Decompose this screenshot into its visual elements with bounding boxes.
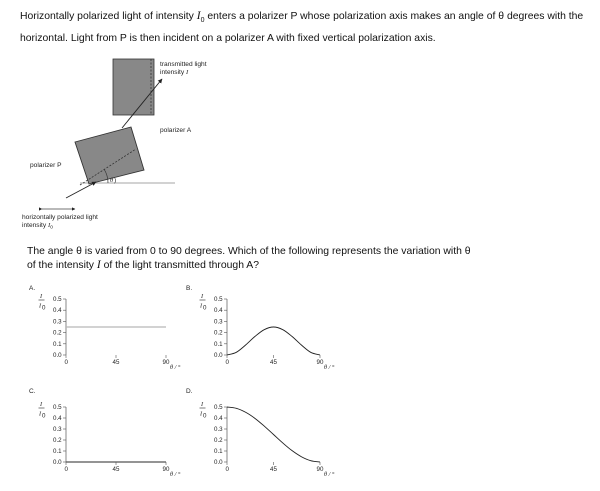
x-axis-label: θ / ° <box>170 364 181 371</box>
polarizer-a-label: polarizer A <box>160 127 192 134</box>
x-tick-label: 90 <box>162 359 170 366</box>
option-label: A. <box>29 285 36 292</box>
ylabel-denominator: I <box>200 302 203 310</box>
y-tick-label: 0.1 <box>214 448 223 455</box>
incident-subscript: 0 <box>50 225 53 231</box>
y-tick-label: 0.0 <box>53 352 62 359</box>
x-axis-label: θ / ° <box>324 471 335 478</box>
i0-subscript: 0 <box>200 17 205 25</box>
x-tick-label: 0 <box>64 466 68 473</box>
ylabel-denominator: I <box>39 410 42 418</box>
x-tick-label: 0 <box>225 466 229 473</box>
prompt-line2-start: of the intensity <box>27 259 97 271</box>
y-tick-label: 0.0 <box>53 459 62 466</box>
x-tick-label: 0 <box>225 359 229 366</box>
x-axis-label: θ / ° <box>324 364 335 371</box>
y-tick-label: 0.5 <box>214 296 223 303</box>
transmitted-label-line1: transmitted light <box>160 61 207 68</box>
x-tick-label: 45 <box>270 466 277 473</box>
question-part1: Horizontally polarized light of intensity <box>20 11 197 22</box>
x-tick-label: 45 <box>112 466 120 473</box>
y-tick-label: 0.0 <box>214 459 223 466</box>
option-label: C. <box>29 388 36 395</box>
prompt-line2-end: of the light transmitted through A? <box>100 259 259 271</box>
option-b-chart <box>186 285 335 371</box>
ylabel-numerator: I <box>40 401 43 408</box>
ylabel-numerator: I <box>201 293 204 300</box>
ylabel-denominator-subscript: 0 <box>42 412 46 420</box>
ylabel-numerator: I <box>201 401 204 408</box>
i0-symbol: I <box>196 10 201 22</box>
y-tick-label: 0.2 <box>53 437 62 444</box>
y-tick-label: 0.3 <box>214 426 223 433</box>
y-tick-label: 0.4 <box>53 415 62 422</box>
option-label: D. <box>186 388 193 395</box>
y-tick-label: 0.4 <box>53 307 62 315</box>
x-tick-label: 45 <box>270 359 277 366</box>
y-tick-label: 0.5 <box>214 404 223 411</box>
x-tick-label: 90 <box>316 359 324 366</box>
x-axis-label: θ / ° <box>170 471 181 478</box>
y-tick-label: 0.3 <box>53 426 62 433</box>
prompt-line1: The angle θ is varied from 0 to 90 degrees. Which of the following represents the variation with θ <box>27 246 471 257</box>
ylabel-denominator: I <box>39 302 42 310</box>
incident-label-line2: intensity <box>22 222 49 229</box>
angle-label: θ <box>110 177 114 184</box>
ylabel-denominator-subscript: 0 <box>203 304 207 312</box>
incident-symbol: I <box>48 222 51 229</box>
y-tick-label: 0.2 <box>214 437 223 444</box>
option-a-chart <box>29 285 181 371</box>
y-tick-label: 0.4 <box>214 307 223 315</box>
transmitted-label-line2: intensity <box>160 69 187 76</box>
ylabel-denominator: I <box>200 410 203 418</box>
polarizer-p-label: polarizer P <box>30 162 62 169</box>
transmitted-symbol: I <box>186 69 189 76</box>
y-tick-label: 0.1 <box>53 448 62 455</box>
angle-bracket: ) <box>114 177 117 184</box>
incident-label-line1: horizontally polarized light <box>22 214 98 221</box>
x-tick-label: 90 <box>162 466 170 473</box>
option-c-chart <box>29 388 181 478</box>
x-tick-label: 0 <box>64 359 68 366</box>
ylabel-denominator-subscript: 0 <box>42 304 46 312</box>
y-tick-label: 0.3 <box>53 318 62 326</box>
question-part2: enters a polarizer P whose polarization axis makes an angle of θ degrees with the horizontal. Light from P is then incident on a polarizer A with fixed vertical polarization axis. <box>20 11 584 44</box>
option-d-chart <box>186 388 335 478</box>
y-tick-label: 0.1 <box>214 340 223 348</box>
option-label: B. <box>186 285 193 292</box>
data-line <box>227 407 320 462</box>
y-tick-label: 0.2 <box>214 329 223 337</box>
prompt-intensity-symbol: I <box>96 258 101 271</box>
y-tick-label: 0.3 <box>214 318 223 326</box>
x-tick-label: 45 <box>112 359 120 366</box>
ylabel-numerator: I <box>40 293 43 300</box>
y-tick-label: 0.2 <box>53 329 62 337</box>
x-tick-label: 90 <box>316 466 324 473</box>
y-tick-label: 0.0 <box>214 352 223 359</box>
y-tick-label: 0.1 <box>53 340 62 348</box>
y-tick-label: 0.4 <box>214 415 223 422</box>
y-tick-label: 0.5 <box>53 296 62 303</box>
ylabel-denominator-subscript: 0 <box>203 412 207 420</box>
y-tick-label: 0.5 <box>53 404 62 411</box>
data-line <box>227 327 320 355</box>
